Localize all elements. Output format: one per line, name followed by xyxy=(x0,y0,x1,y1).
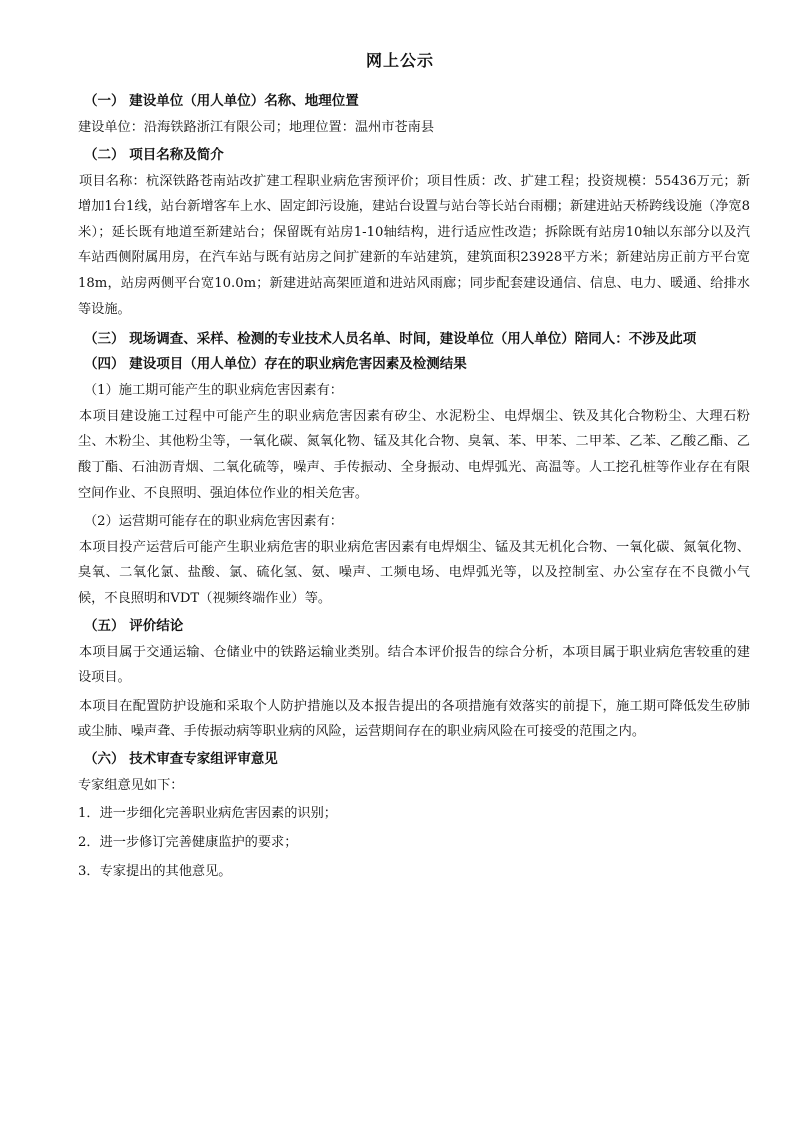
page-title: 网上公示 xyxy=(365,51,434,70)
section-4-body-1: 本项目建设施工过程中可能产生的职业病危害因素有矽尘、水泥粉尘、电焊烟尘、铁及其化合物粉尘、大理石粉尘、木粉尘、其他粉尘等，一氧化碳、氮氧化物、锰及其化合物、臭氧、苯、甲苯、二甲苯、乙苯、乙酸乙酯、乙酸丁酯、石油沥青烟、二氧化硫等，噪声、手传振动、全身振动、电焊弧光、高温等。人工挖孔桩等作业存在有限空间作业、不良照明、强迫体位作业的相关危害。 xyxy=(78,408,750,501)
section-1-body: 建设单位：沿海铁路浙江有限公司；地理位置：温州市苍南县 xyxy=(78,120,435,135)
section-4-subheading-1: （1）施工期可能产生的职业病危害因素有： xyxy=(84,383,343,399)
section-heading-3: （三） 现场调查、采样、检测的专业技术人员名单、时间，建设单位（用人单位）陪同人：不涉及此项 xyxy=(84,331,697,348)
section-heading-6: （六） 技术审查专家组评审意见 xyxy=(84,750,278,767)
section-heading-1: （一） 建设单位（用人单位）名称、地理位置 xyxy=(84,93,359,109)
document-body xyxy=(78,90,750,884)
section-5-body-2: 本项目在配置防护设施和采取个人防护措施以及本报告提出的各项措施有效落实的前提下，施工期可降低发生矽肺或尘肺、噪声聋、手传振动病等职业病的风险，运营期间存在的职业病风险在可接受的范围之内。 xyxy=(78,698,750,740)
section-5-body-1: 本项目属于交通运输、仓储业中的铁路运输业类别。结合本评价报告的综合分析，本项目属于职业病危害较重的建设项目。 xyxy=(78,644,750,686)
list-item: 3．专家提出的其他意见。 xyxy=(78,863,232,879)
section-heading-2: （二） 项目名称及简介 xyxy=(84,146,224,163)
list-item: 1．进一步细化完善职业病危害因素的识别； xyxy=(78,806,337,822)
section-4-subheading-2: （2）运营期可能存在的职业病危害因素有： xyxy=(84,514,343,530)
section-6-intro: 专家组意见如下： xyxy=(78,777,184,793)
list-item: 2．进一步修订完善健康监护的要求； xyxy=(78,835,298,851)
section-heading-5: （五） 评价结论 xyxy=(84,617,184,634)
section-2-body: 项目名称：杭深铁路苍南站改扩建工程职业病危害预评价；项目性质：改、扩建工程；投资规模：55436万元；新增加1台1线，站台新增客车上水、固定卸污设施，建站台设置与站台等长站台雨棚；新建进站天桥跨线设施（净宽8米）；延长既有地道至新建站台；保留既有站房1-10轴结构，进行适应性改造；拆除既有站房10轴以东部分以及汽车站西侧附属用房，在汽车站与既有站房之间扩建新的车站建筑，建筑面积23928平方米；新建站房正前方平台宽18m，站房两侧平台宽10.0m；新建进站高架匝道和进站风雨廊；同步配套建设通信、信息、电力、暖通、给排水等设施。 xyxy=(78,173,750,317)
section-4-body-2: 本项目投产运营后可能产生职业病危害的职业病危害因素有电焊烟尘、锰及其无机化合物、一氧化碳、氮氧化物、臭氧、二氧化氯、盐酸、氯、硫化氢、氨、噪声、工频电场、电焊弧光等，以及控制室、办公室存在不良微小气候，不良照明和VDT（视频终端作业）等。 xyxy=(78,539,750,606)
section-heading-4: （四） 建设项目（用人单位）存在的职业病危害因素及检测结果 xyxy=(84,356,467,373)
